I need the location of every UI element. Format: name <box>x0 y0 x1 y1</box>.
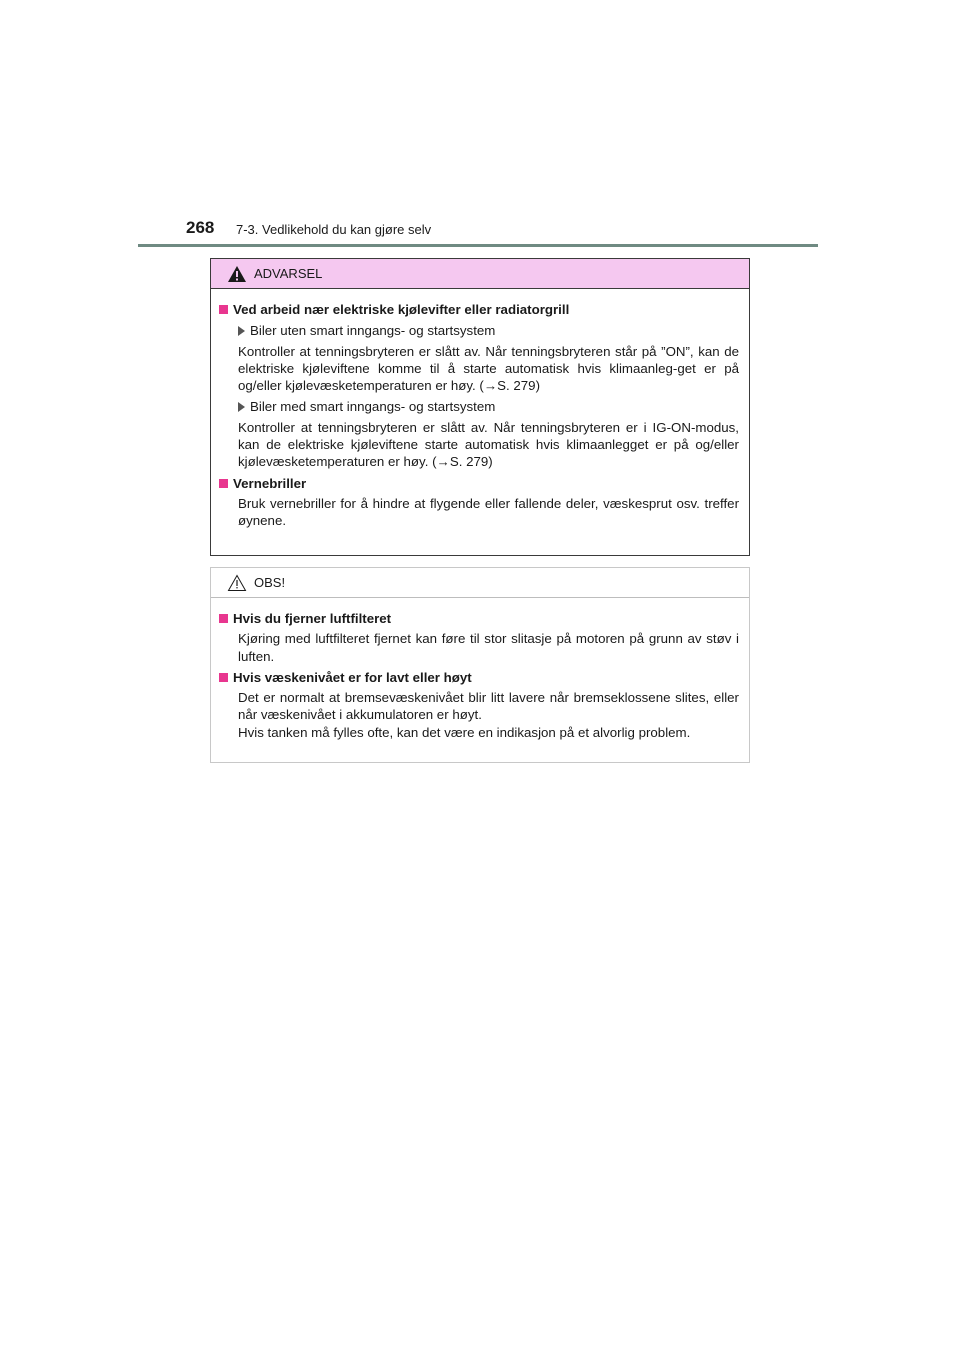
square-bullet-icon <box>219 673 228 682</box>
warning-body <box>211 289 749 530</box>
square-bullet-icon <box>219 614 228 623</box>
warning-triangle-outline-icon <box>227 574 247 597</box>
square-bullet-icon <box>219 305 228 314</box>
page-header <box>186 214 818 246</box>
triangle-arrow-icon <box>238 326 245 336</box>
triangle-arrow-icon <box>238 402 245 412</box>
paragraph: Kontroller at tenningsbryteren er slått av. Når tenningsbryteren står på ”ON”, kan de elektriske kjøleviftene komme til å starte automatisk hvis klimaanleg-get er på og/eller kjølevæsketemperaturen er høy. (→S. 279) <box>238 343 739 394</box>
warning-header <box>211 259 749 289</box>
notice-body <box>211 598 749 741</box>
sub-heading <box>238 322 739 339</box>
warning-box <box>210 258 750 556</box>
paragraph: Bruk vernebriller for å hindre at flygende eller fallende deler, væskesprut osv. treffer øynene. <box>238 495 739 529</box>
notice-header <box>211 568 749 598</box>
section-title: 7-3. Vedlikehold du kan gjøre selv <box>236 222 432 237</box>
topic-title: Ved arbeid nær elektriske kjølevifter eller radiatorgrill <box>233 302 570 317</box>
paragraph: Kontroller at tenningsbryteren er slått av. Når tenningsbryteren er i IG-ON-modus, kan de elektriske kjøleviftene starte automatisk hvis klimaanlegget er på og/eller kjølevæsketemperaturen er høy. (→S. 279) <box>238 419 739 470</box>
topic-title: Hvis du fjerner luftfilteret <box>233 611 392 626</box>
sub-heading-label: Biler med smart inngangs- og startsystem <box>250 399 496 415</box>
topic-title: Hvis væskenivået er for lavt eller høyt <box>233 669 472 685</box>
page-number: 268 <box>186 218 215 237</box>
warning-title: ADVARSEL <box>254 266 323 281</box>
square-bullet-icon <box>219 479 228 488</box>
notice-topic <box>219 669 739 686</box>
notice-topic <box>219 610 739 627</box>
paragraph: Hvis tanken må fylles ofte, kan det være en indikasjon på et alvorlig problem. <box>238 724 691 740</box>
notice-title: OBS! <box>254 575 286 590</box>
warning-triangle-filled-icon <box>227 265 247 288</box>
notice-box <box>210 567 750 763</box>
sub-heading <box>238 398 739 415</box>
sub-heading-label: Biler uten smart inngangs- og startsystem <box>250 323 496 339</box>
paragraph: Kjøring med luftfilteret fjernet kan føre til stor slitasje på motoren på grunn av støv i luften. <box>238 631 739 664</box>
warning-topic <box>219 475 739 492</box>
topic-title: Vernebriller <box>233 475 307 491</box>
paragraph: Det er normalt at bremsevæskenivået blir litt lavere når bremseklossene slites, eller når væskenivået i akkumulatoren er høyt. <box>238 690 739 723</box>
warning-topic <box>219 301 739 318</box>
header-rule <box>138 244 818 247</box>
